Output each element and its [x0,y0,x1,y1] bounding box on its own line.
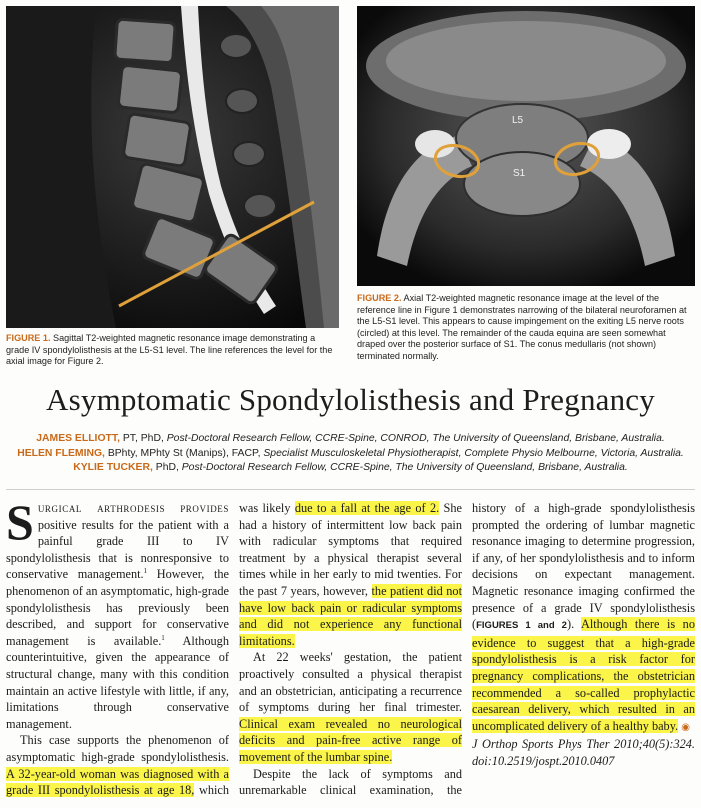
author-entry [0,461,701,476]
figure-2-axial-mri [357,6,695,286]
end-mark-icon: ◉ [681,721,690,733]
author-name: HELEN FLEMING, [17,447,105,459]
citation: J Orthop Sports Phys Ther 2010;40(5):324. doi:10.2519/jospt.2010.0407 [472,737,695,768]
author-name: KYLIE TUCKER, [73,462,153,473]
reference-marker: 1 [161,633,165,642]
author-credentials: PhD, [152,462,182,473]
figure-1-sagittal-mri [6,6,339,328]
highlighted-text: A 32-year-old woman was diagnosed with a grade III spondylolisthesis at age 18, [6,766,229,798]
lead-in: urgical arthrodesis provides [37,501,229,515]
author-entry [0,447,701,462]
figure-2-label: FIGURE 2. [357,293,402,303]
author-affiliation: Post-Doctoral Research Fellow, CCRE-Spine, The University of Queensland, Brisbane, Australia. [181,462,628,473]
section-divider [6,489,695,490]
author-entry [0,432,701,447]
author-credentials: BPhty, MPhty St (Manips), FACP, [104,447,264,459]
paragraph [239,649,462,765]
text-run: which was likely [194,501,295,798]
body-column-1 [6,500,695,800]
highlighted-text: Although there is no evidence to suggest that a high-grade spondylolisthesis is a risk factor for pregnancy complications, the obstetrician recommended a so-called prophylactic caesarean delivery, which resulted in an uncomplicated delivery of a healthy baby. [472,617,695,733]
text-run: This case supports the phenomenon of asymptomatic high-grade spondylolisthesis. [6,733,229,764]
figure-reference: FIGURES 1 and 2 [476,620,567,632]
reference-marker: 1 [143,567,148,576]
author-list [0,432,701,476]
paragraph [6,500,229,732]
text-run: positive results for the patient with a painful grade III to IV spondylolisthesis that is nonresponsive to conservative management. [6,517,229,582]
drop-cap: S [6,500,34,550]
label-l5: L5 [512,115,524,126]
text-run: Although counterintuitive, given the appearance of structural change, many with this condition maintain an active lifestyle with little, if any, limitations through conservative management. [6,633,229,731]
text-run: Despite the lack of symptoms and unremarkable clinical examination, the history of a high-grade spondylolisthesis prompted the ordering of lumbar magnetic resonance imaging to determine progression, if any, of her spondylolisthesis and to inform decisions on expectant management. Magnetic resonance imaging confirmed the presence of a grade IV spondylolisthesis ( [239,501,695,798]
highlighted-text: the patient did not have low back pain or radicular symptoms and did not experience any functional limitations. [239,583,462,648]
figure-1-label: FIGURE 1. [6,333,51,343]
figure-1-caption [6,333,340,368]
figure-1-caption-text: Sagittal T2-weighted magnetic resonance image demonstrating a grade IV spondylolisthesis at the L5-S1 level. The line references the level for the axial image for Figure 2. [6,333,333,367]
text-run: ). [566,617,581,632]
figure-2-caption-text: Axial T2-weighted magnetic resonance image at the level of the reference line in Figure 1 demonstrates narrowing of the bilateral neuroforamen at the L5-S1 level. This appears to cause impingement on the exiting L5 nerve roots (circled) at this level. The remainder of the cauda equina are seen somewhat draped over the posterior surface of S1. The conus medullaris (not shown) terminated normally. [357,293,687,361]
figure-2-caption [357,293,695,363]
text-run: However, the phenomenon of an asymptomatic, high-grade spondylolisthesis has previously been described, and support for conservative management is available. [6,567,229,648]
author-affiliation: Post-Doctoral Research Fellow, CCRE-Spine, CONROD, The University of Queensland, Brisbane, Australia. [166,433,665,444]
author-credentials: PT, PhD, [119,433,167,444]
highlighted-text: due to a fall at the age of 2. [294,501,440,515]
highlighted-text: Clinical exam revealed no neurological deficits and pain-free active range of movement of the lumbar spine. [239,716,462,764]
author-name: JAMES ELLIOTT, [36,433,120,444]
text-run: She had a history of intermittent low back pain with radicular symptoms that required treatment by a physical therapist several times while in her early to mid twenties. For the past 7 years, however, [239,501,462,598]
label-s1: S1 [513,168,526,179]
text-run: At 22 weeks' gestation, the patient proactively consulted a physical therapist and an obstetrician, anticipating a recurrence of symptoms during her final trimester. [239,650,462,715]
article-title: Asymptomatic Spondylolisthesis and Pregnancy [46,382,655,417]
author-affiliation: Specialist Musculoskeletal Physiotherapist, Complete Physio Melbourne, Victoria, Australia. [263,447,684,459]
